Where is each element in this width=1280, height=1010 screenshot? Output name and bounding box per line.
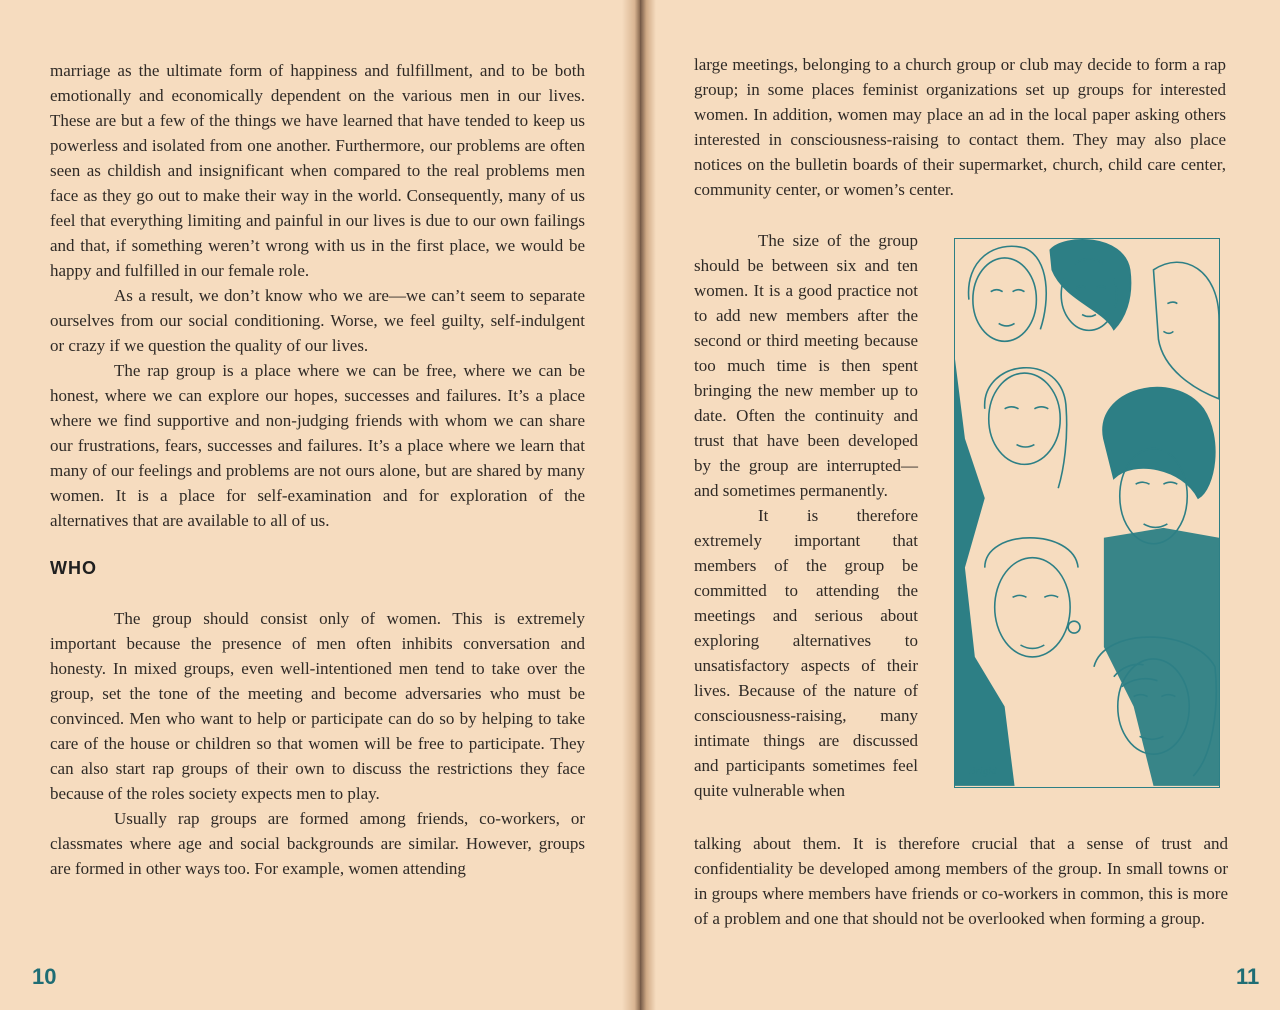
left-paragraph-4: The group should consist only of women. This is extremely important because the presence of men often inhibits conversation and honesty. In mixed groups, even well-intentioned men tend to take over the group, set the tone of the meeting and become adversaries who must be convinced. Men who want to help or participate can do so by helping to take care of the house or children so that women will be free to participate. They can also start rap groups of their own to discuss the restrictions they face because of the roles society expects men to play.: [50, 609, 585, 803]
left-paragraph-5: Usually rap groups are formed among friends, co-workers, or classmates where age and social backgrounds are similar. However, groups are formed in other ways too. For example, women attending: [50, 809, 585, 878]
right-text-top: [694, 52, 1226, 202]
right-paragraph-4: talking about them. It is therefore crucial that a sense of trust and confidentiality be developed among members of the group. In small towns or in groups where members have friends or co-workers in common, this is more of a problem and one that should not be overlooked when forming a group.: [694, 834, 1228, 928]
right-text-narrow-column: [694, 228, 918, 803]
right-paragraph-2: The size of the group should be between six and ten women. It is a good practice not to add new members after the second or third meeting because too much time is then spent bringing the new member up to date. Often the continuity and trust that have been developed by the group are interrupted—and sometimes permanently.: [694, 231, 918, 500]
illustration-drawing: [955, 239, 1219, 787]
left-text-column: [50, 58, 585, 881]
left-paragraph-2: As a result, we don’t know who we are—we can’t seem to separate ourselves from our social conditioning. Worse, we feel guilty, self-indulgent or crazy if we question the quality of our lives.: [50, 286, 585, 355]
right-paragraph-1: large meetings, belonging to a church group or club may decide to form a rap group; in some places feminist organizations set up groups for interested women. In addition, women may place an ad in the local paper asking others interested in consciousness-raising to contact them. They may also place notices on the bulletin boards of their supermarket, church, child care center, community center, or women’s center.: [694, 55, 1226, 199]
page-number-left: 10: [32, 964, 57, 989]
left-paragraph-1: marriage as the ultimate form of happiness and fulfillment, and to be both emotionally and economically dependent on the various men in our lives. These are but a few of the things we have learned that have tended to keep us powerless and isolated from one another. Furthermore, our problems are often seen as childish and insignificant when compared to the real problems men face as they go out to make their way in the world. Consequently, many of us feel that everything limiting and painful in our lives is due to our own failings and that, if something weren’t wrong with us in the first place, we would be happy and fulfilled in our female role.: [50, 61, 585, 280]
left-paragraph-3: The rap group is a place where we can be free, where we can be honest, where we can explore our hopes, successes and failures. It’s a place where we find supportive and non-judging friends with whom we can share our frustrations, fears, successes and failures. It’s a place where we learn that many of our feelings and problems are not ours alone, but are shared by many women. It is a place for self-examination and for exploration of the alternatives that are available to all of us.: [50, 361, 585, 530]
illustration-signature: Brigid: [968, 765, 997, 778]
left-gutter-shadow: [622, 0, 640, 1010]
right-text-bottom: [694, 831, 1228, 931]
section-heading-who: WHO: [50, 558, 97, 578]
page-number-right: 11: [1236, 964, 1260, 989]
right-gutter-shadow: [640, 0, 656, 1010]
women-group-illustration: [954, 238, 1220, 788]
right-paragraph-3: It is therefore extremely important that members of the group be committed to attending the meetings and serious about exploring alternatives to unsatisfactory aspects of their lives. Because of the nature of consciousness-raising, many intimate things are discussed and participants sometimes feel quite vulnerable when: [694, 506, 918, 800]
